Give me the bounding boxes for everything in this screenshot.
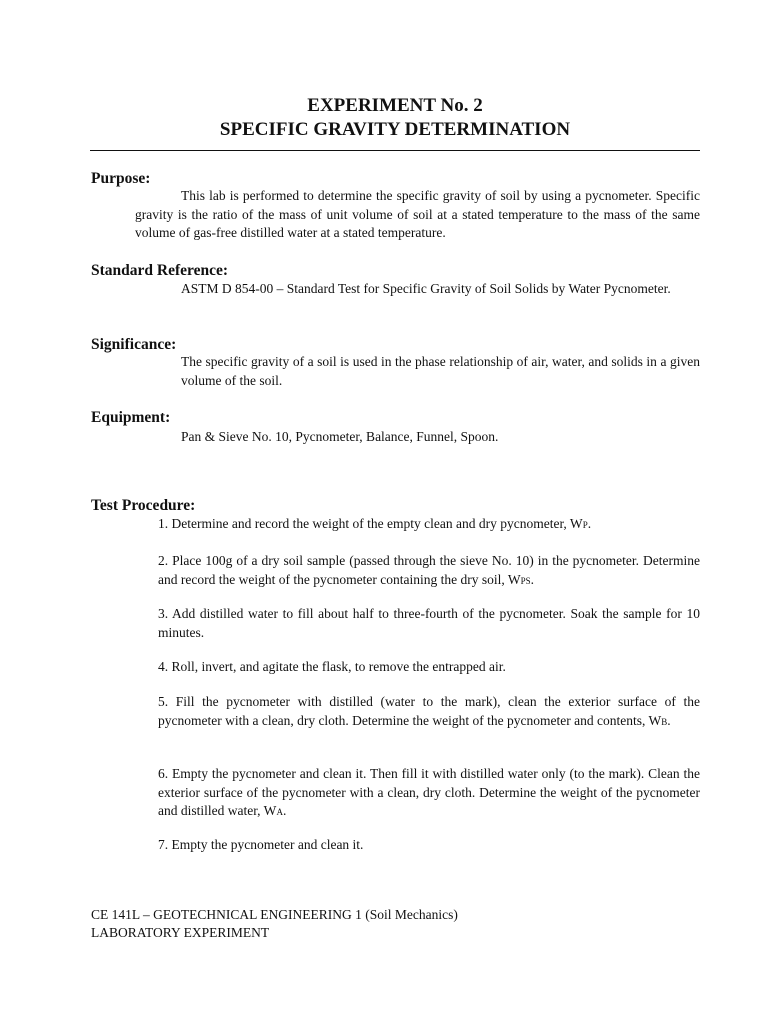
footer-course-line: CE 141L – GEOTECHNICAL ENGINEERING 1 (Soil Mechanics) bbox=[91, 907, 458, 922]
procedure-step: 7. Empty the pycnometer and clean it. bbox=[158, 837, 364, 852]
procedure-step: 5. Fill the pycnometer with distilled (water to the mark), clean the exterior surface of the pycnometer with a clean, dry cloth. Determine the weight of the pycnometer and contents, WB. bbox=[158, 694, 700, 728]
procedure-step: 4. Roll, invert, and agitate the flask, to remove the entrapped air. bbox=[158, 659, 506, 674]
purpose-heading: Purpose: bbox=[91, 170, 151, 187]
procedure-step: 2. Place 100g of a dry soil sample (passed through the sieve No. 10) in the pycnometer. Determine and record the weight of the pycnometer containing the dry soil, WPS. bbox=[158, 553, 700, 587]
significance-text: The specific gravity of a soil is used in the phase relationship of air, water, and solids in a given volume of the soil. bbox=[181, 354, 700, 388]
footer-lab-line: LABORATORY EXPERIMENT bbox=[91, 925, 270, 940]
experiment-number-title: EXPERIMENT No. 2 bbox=[307, 95, 483, 116]
significance-heading: Significance: bbox=[91, 336, 177, 353]
procedure-step: 3. Add distilled water to fill about half to three-fourth of the pycnometer. Soak the sample for 10 minutes. bbox=[158, 606, 700, 640]
test-procedure-heading: Test Procedure: bbox=[91, 497, 196, 514]
standard-reference-text: ASTM D 854-00 – Standard Test for Specific Gravity of Soil Solids by Water Pycnometer. bbox=[181, 281, 671, 296]
equipment-text: Pan & Sieve No. 10, Pycnometer, Balance, Funnel, Spoon. bbox=[181, 429, 499, 444]
procedure-step: 6. Empty the pycnometer and clean it. Then fill it with distilled water only (to the mark). Clean the exterior surface of the pycnometer with a clean, dry cloth. Determine the weight of the pycnometer and distilled water, WA. bbox=[158, 766, 700, 818]
experiment-name-title: SPECIFIC GRAVITY DETERMINATION bbox=[219, 119, 571, 140]
purpose-text: This lab is performed to determine the specific gravity of soil by using a pycnometer. Specific gravity is the ratio of the mass of unit volume of soil at a stated temperature to the mass of the same volume of gas-free distilled water at a stated temperature. bbox=[135, 188, 700, 240]
procedure-step: 1. Determine and record the weight of the empty clean and dry pycnometer, WP. bbox=[158, 516, 592, 531]
equipment-heading: Equipment: bbox=[91, 409, 171, 426]
title-divider bbox=[90, 150, 700, 151]
standard-reference-heading: Standard Reference: bbox=[91, 262, 229, 279]
